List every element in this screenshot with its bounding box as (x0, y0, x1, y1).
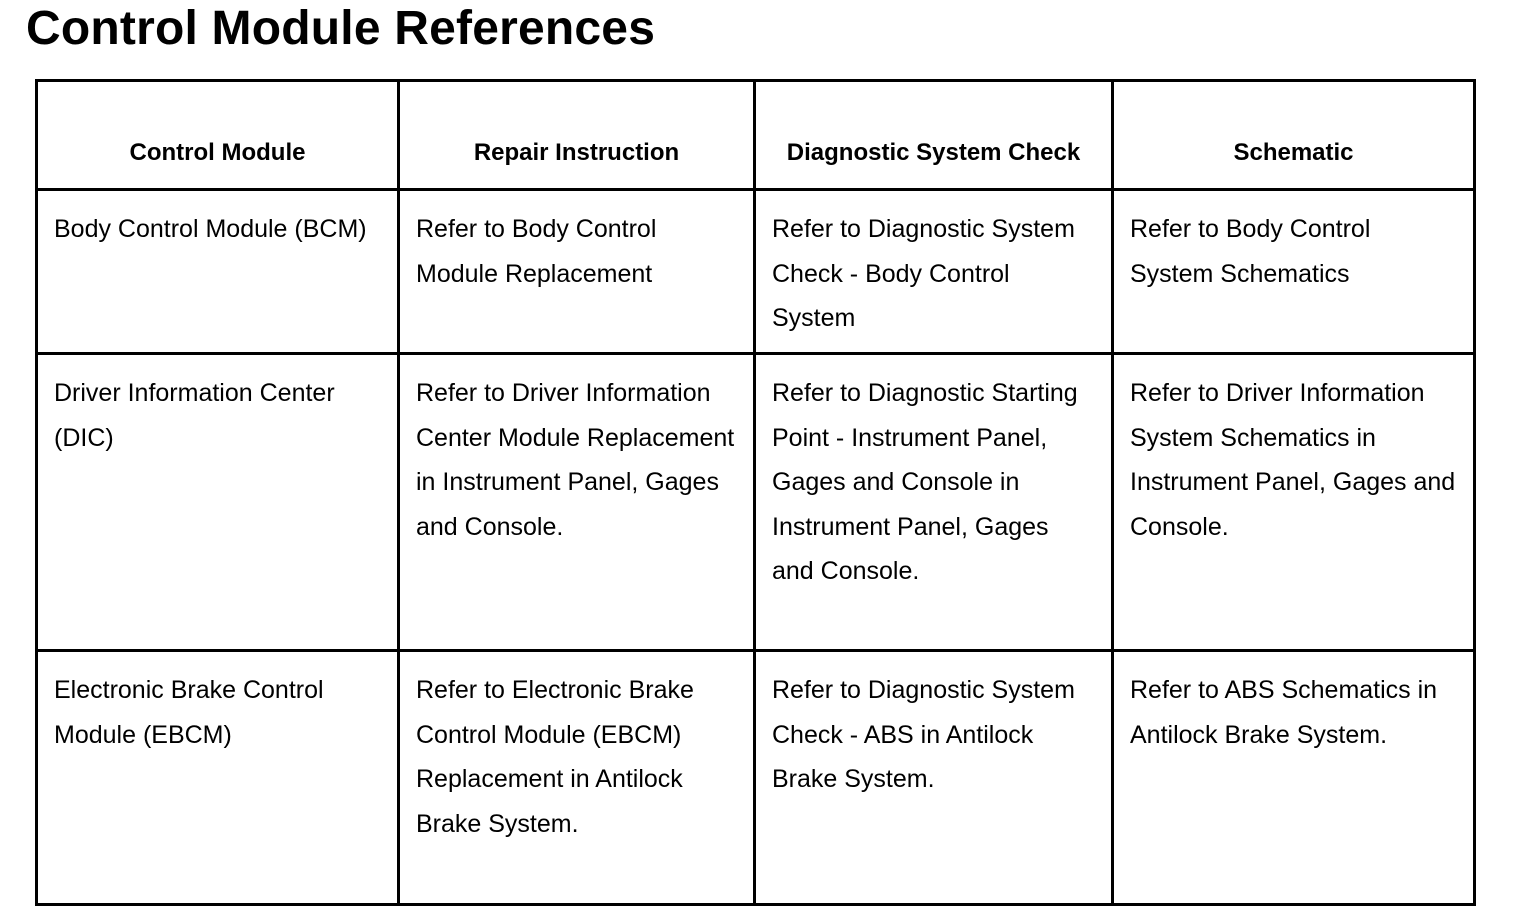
cell-control-module: Body Control Module (BCM) (37, 190, 399, 354)
page-title: Control Module References (26, 2, 656, 55)
table-header-row (37, 81, 1475, 190)
cell-schematic: Refer to Body Control System Schematics (1113, 190, 1475, 354)
cell-control-module: Driver Information Center (DIC) (37, 354, 399, 651)
cell-repair-instruction: Refer to Body Control Module Replacement (399, 190, 755, 354)
cell-repair-instruction: Refer to Driver Information Center Module Replacement in Instrument Panel, Gages and Console. (399, 354, 755, 651)
cell-diagnostic-check: Refer to Diagnostic System Check - ABS in Antilock Brake System. (755, 651, 1113, 905)
header-repair-instruction: Repair Instruction (399, 81, 755, 190)
header-control-module: Control Module (37, 81, 399, 190)
cell-control-module: Electronic Brake Control Module (EBCM) (37, 651, 399, 905)
cell-repair-instruction: Refer to Electronic Brake Control Module (EBCM) Replacement in Antilock Brake System. (399, 651, 755, 905)
table-row (37, 354, 1475, 651)
table-row (37, 190, 1475, 354)
header-schematic: Schematic (1113, 81, 1475, 190)
cell-schematic: Refer to ABS Schematics in Antilock Brake System. (1113, 651, 1475, 905)
cell-schematic: Refer to Driver Information System Schematics in Instrument Panel, Gages and Console. (1113, 354, 1475, 651)
cell-diagnostic-check: Refer to Diagnostic System Check - Body Control System (755, 190, 1113, 354)
cell-diagnostic-check: Refer to Diagnostic Starting Point - Instrument Panel, Gages and Console in Instrument Panel, Gages and Console. (755, 354, 1113, 651)
control-module-references-table (35, 79, 1476, 906)
table-row (37, 651, 1475, 905)
header-diagnostic-system-check: Diagnostic System Check (755, 81, 1113, 190)
